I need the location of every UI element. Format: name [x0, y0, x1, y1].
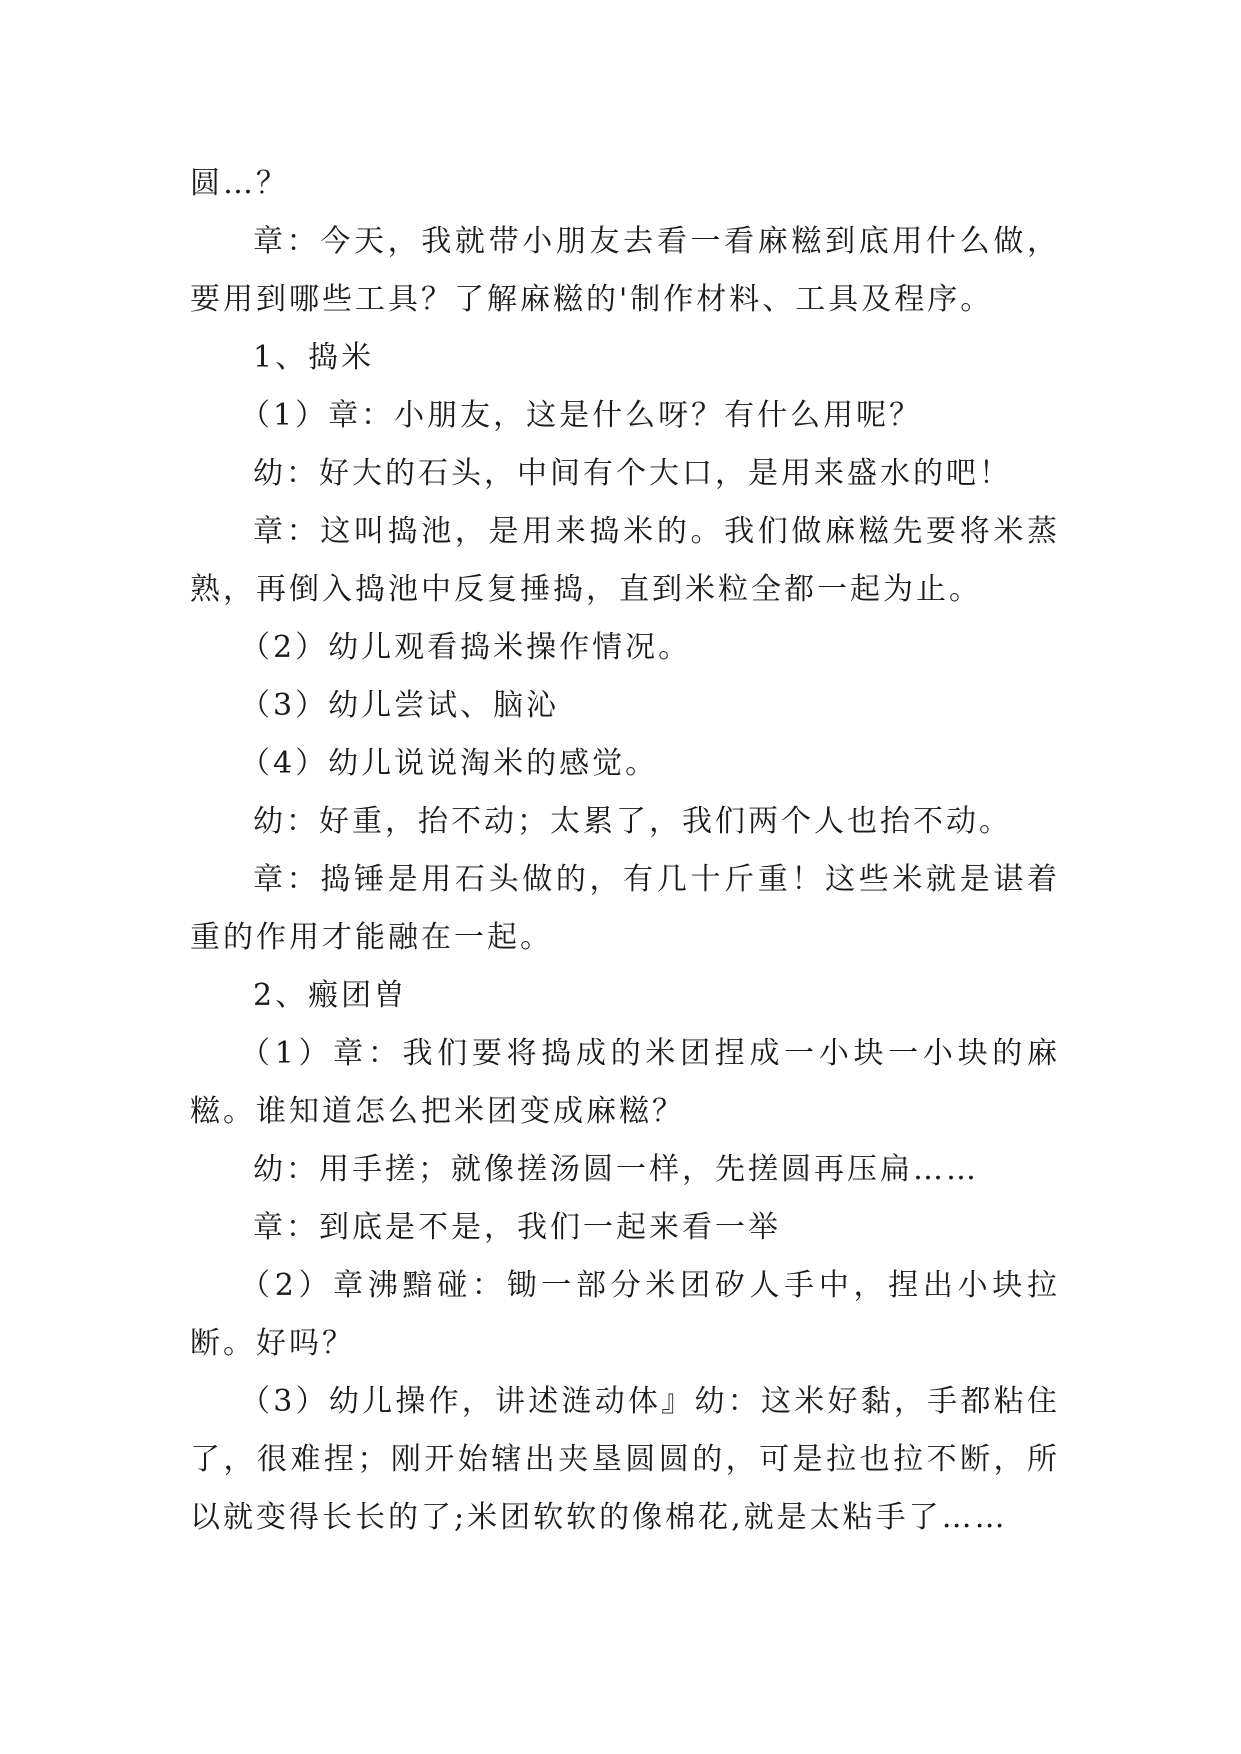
paragraph: （3）幼儿操作，讲述涟动体』幼：这米好黏，手都粘住了，很难捏；刚开始辖出夹垦圆圆的，可是拉也拉不断，所以就变得长长的了;米团软软的像棉花,就是太粘手了……	[190, 1384, 1060, 1535]
paragraph: 章：捣锤是用石头做的，有几十斤重！这些米就是谌着重的作用才能融在一起。	[190, 862, 1060, 955]
section-heading: 2、瘢团曽	[253, 978, 408, 1013]
paragraph: （3）幼儿尝试、脑沁	[240, 688, 560, 723]
paragraph: 幼：好重，抬不动；太累了，我们两个人也抬不动。	[253, 804, 1012, 839]
paragraph: 幼：好大的石头，中间有个大口，是用来盛水的吧！	[253, 456, 1012, 491]
paragraph: 章：今天，我就带小朋友去看一看麻糍到底用什么做，要用到哪些工具？了解麻糍的'制作材料、工具及程序。	[190, 224, 1060, 317]
paragraph: （2）章沸黯碰：锄一部分米团矽人手中，捏出小块拉断。好吗？	[190, 1268, 1060, 1361]
paragraph: 幼：用手搓；就像搓汤圆一样，先搓圆再压扁……	[253, 1152, 979, 1187]
paragraph: （2）幼儿观看捣米操作情况。	[240, 630, 692, 665]
paragraph: （1）章：我们要将捣成的米团捏成一小块一小块的麻糍。谁知道怎么把米团变成麻糍？	[190, 1036, 1060, 1129]
paragraph: （1）章：小朋友，这是什么呀？有什么用呢？	[240, 398, 923, 433]
document-body	[190, 155, 1060, 1547]
paragraph: 章：这叫捣池，是用来捣米的。我们做麻糍先要将米蒸熟，再倒入捣池中反复捶捣，直到米粒全都一起为止。	[190, 514, 1060, 607]
paragraph: 章：到底是不是，我们一起来看一举	[253, 1210, 781, 1245]
paragraph: （4）幼儿说说淘米的感觉。	[240, 746, 659, 781]
section-heading: 1、捣米	[253, 340, 375, 375]
paragraph: 圆…？	[190, 166, 289, 201]
